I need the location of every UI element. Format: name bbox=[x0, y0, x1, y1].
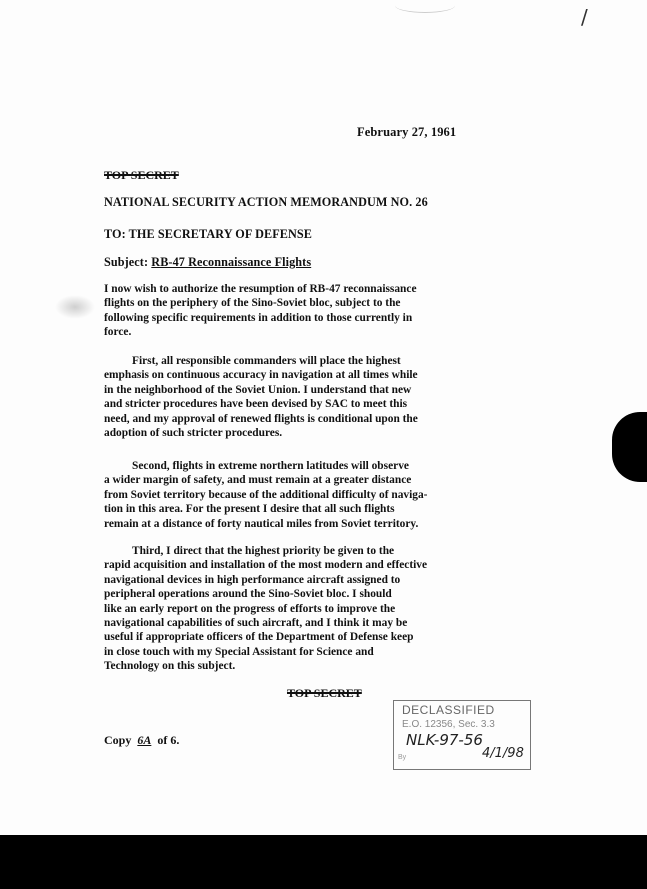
paragraph-first bbox=[104, 354, 530, 440]
paragraph-second bbox=[104, 459, 530, 531]
copy-number-handwritten: 6A bbox=[137, 733, 152, 747]
scan-artifact-arc bbox=[395, 0, 455, 13]
paragraph-line: emphasis on continuous accuracy in navigation at all times while bbox=[104, 369, 418, 382]
copy-suffix: of 6. bbox=[157, 733, 180, 747]
subject-label: Subject: bbox=[104, 255, 149, 269]
paragraph-line: navigational capabilities of such aircraft, and I think it may be bbox=[104, 617, 408, 630]
paragraph-line: need, and my approval of renewed flights is conditional upon the bbox=[104, 412, 418, 425]
paragraph-third bbox=[104, 544, 530, 674]
paragraph-line: navigational devices in high performance aircraft assigned to bbox=[104, 573, 401, 586]
stamp-heading: DECLASSIFIED bbox=[402, 703, 495, 717]
memo-date: February 27, 1961 bbox=[357, 125, 457, 139]
paragraph-line: peripheral operations around the Sino-Soviet bloc. I should bbox=[104, 588, 392, 601]
stamp-case-number: NLK-97-56 bbox=[406, 731, 483, 749]
classification-top: TOP SECRET bbox=[104, 168, 179, 182]
stamp-authority: E.O. 12356, Sec. 3.3 bbox=[402, 719, 495, 730]
paragraph-line: tion in this area. For the present I desire that all such flights bbox=[104, 503, 395, 516]
paragraph-line: and stricter procedures have been devised by SAC to meet this bbox=[104, 398, 408, 411]
paragraph-line: Technology on this subject. bbox=[104, 660, 236, 673]
memo-title: NATIONAL SECURITY ACTION MEMORANDUM NO. 26 bbox=[104, 195, 428, 209]
paragraph-line: force. bbox=[104, 326, 132, 339]
memo-subject bbox=[104, 255, 311, 270]
paragraph-line: Third, I direct that the highest priority be given to the bbox=[132, 545, 395, 557]
binder-tab-shadow bbox=[612, 412, 647, 482]
paragraph-line: rapid acquisition and installation of the most modern and effective bbox=[104, 559, 428, 572]
stamp-by-label: By bbox=[398, 754, 407, 761]
paragraph-line: Second, flights in extreme northern latitudes will observe bbox=[132, 460, 409, 472]
classification-bottom: TOP SECRET bbox=[287, 686, 362, 700]
paragraph-line: I now wish to authorize the resumption of RB-47 reconnaissance bbox=[104, 283, 417, 295]
memo-recipient: TO: THE SECRETARY OF DEFENSE bbox=[104, 227, 313, 241]
stamp-date: 4/1/98 bbox=[482, 746, 524, 761]
paragraph-line: like an early report on the progress of efforts to improve the bbox=[104, 602, 396, 615]
paragraph-line: in the neighborhood of the Soviet Union. I understand that new bbox=[104, 383, 412, 396]
scan-smudge bbox=[55, 295, 95, 319]
paragraph-intro bbox=[104, 282, 530, 340]
paragraph-line: a wider margin of safety, and must remain at a greater distance bbox=[104, 474, 412, 487]
paragraph-line: flights on the periphery of the Sino-Soviet bloc, subject to the bbox=[104, 297, 401, 310]
copy-prefix: Copy bbox=[104, 733, 132, 747]
declassified-stamp bbox=[393, 700, 531, 770]
scan-bottom-border bbox=[0, 835, 647, 889]
paragraph-line: useful if appropriate officers of the Department of Defense keep bbox=[104, 631, 414, 644]
paragraph-line: from Soviet territory because of the additional difficulty of naviga- bbox=[104, 488, 428, 501]
paragraph-line: following specific requirements in addition to those currently in bbox=[104, 311, 413, 324]
margin-handwritten-mark: / bbox=[581, 5, 588, 29]
paragraph-line: adoption of such stricter procedures. bbox=[104, 427, 283, 440]
paragraph-line: in close touch with my Special Assistant for Science and bbox=[104, 645, 374, 658]
subject-value: RB-47 Reconnaissance Flights bbox=[151, 255, 312, 269]
paragraph-line: First, all responsible commanders will place the highest bbox=[132, 355, 401, 367]
paragraph-line: remain at a distance of forty nautical miles from Soviet territory. bbox=[104, 517, 419, 530]
copy-number-line bbox=[104, 733, 179, 748]
